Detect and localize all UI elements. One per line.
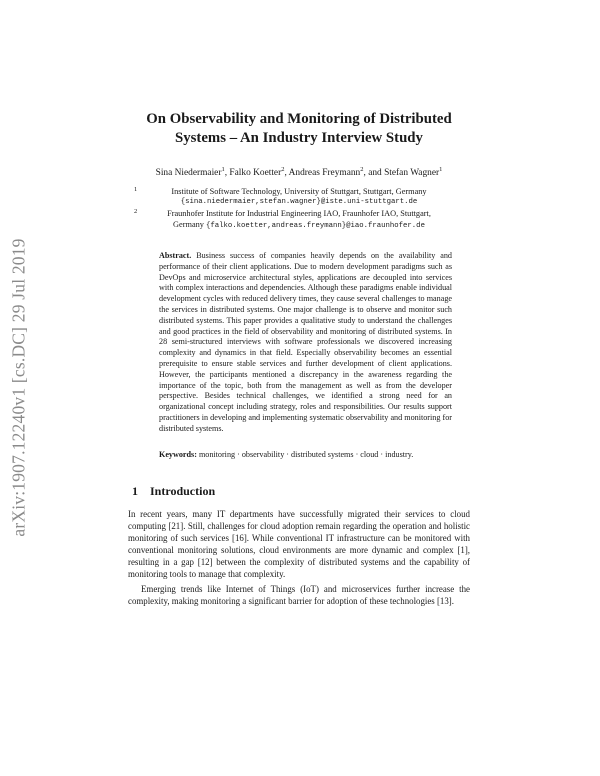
section-heading bbox=[132, 484, 470, 499]
section-body bbox=[128, 509, 470, 607]
author-separator: , bbox=[284, 168, 289, 178]
keywords bbox=[159, 450, 452, 461]
abstract-text: Business success of companies heavily depends on the availability and performance of their client applications. Due to modern development paradigms such as DevOps and microservice architectural styles, applications are decoupled into services with complex interactions and dependencies. Although these paradigms enable individual development cycles with reduced delivery times, they cause several challenges to manage the services in distributed systems. One major challenge is to observe and monitor such distributed systems. This paper provides a qualitative study to understand the challenges and good practices in the field of observability and monitoring of distributed systems. In 28 semi-structured interviews with software professionals we discovered increasing complexity and dynamics in that field. Especially observability becomes an essential prerequisite to ensure stable services and further development of client applications. However, the participants mentioned a discrepancy in the awareness regarding the importance of the topic, both from the management as well as from the developer perspective. Besides technical challenges, we identified a strong need for an organizational concept including strategy, roles and responsibilities. Our results support practitioners in developing and implementing systematic observability and monitoring for distributed systems. bbox=[159, 251, 452, 433]
arxiv-identifier-sidebar bbox=[4, 210, 34, 565]
section-number: 1 bbox=[132, 484, 138, 499]
keywords-text: monitoring · observability · distributed systems · cloud · industry. bbox=[198, 449, 414, 459]
affiliation-mark: 2 bbox=[134, 208, 138, 215]
section-title: Introduction bbox=[150, 484, 216, 499]
affiliation-2-country: Germany bbox=[173, 220, 206, 229]
keywords-label: Keywords: bbox=[159, 449, 197, 459]
affiliations bbox=[128, 186, 470, 232]
affiliation-mark: 1 bbox=[134, 186, 138, 193]
arxiv-identifier: arXiv:1907.12240v1 [cs.DC] 29 Jul 2019 bbox=[8, 238, 29, 537]
author-name: Stefan Wagner bbox=[384, 168, 440, 178]
author-name: Andreas Freymann bbox=[288, 168, 361, 178]
paper-title bbox=[128, 110, 470, 148]
affiliation-1 bbox=[128, 186, 470, 208]
author-name: Sina Niedermaier bbox=[155, 168, 222, 178]
author-list bbox=[128, 167, 470, 179]
paragraph: In recent years, many IT departments have successfully migrated their services to cloud computing [21]. Still, challenges for cloud adoption remain regarding the operation and holistic monitoring of such services [16]. While conventional IT infrastructure can be monitored with conventional monitoring solutions, cloud environments are more dynamic and complex [1], resulting in a gap [12] between the complexity of distributed systems and the capability of monitoring tools to manage that complexity. bbox=[128, 509, 470, 579]
author-affiliation-mark: 1 bbox=[439, 166, 443, 173]
author-affiliation-mark: 2 bbox=[360, 166, 364, 173]
affiliation-2-institution: Fraunhofer Institute for Industrial Engineering IAO, Fraunhofer IAO, Stuttgart, bbox=[167, 209, 431, 218]
author-affiliation-mark: 1 bbox=[221, 166, 225, 173]
affiliation-2 bbox=[128, 208, 470, 232]
title-line-1: On Observability and Monitoring of Distributed bbox=[146, 111, 452, 127]
affiliation-1-institution: Institute of Software Technology, University of Stuttgart, Stuttgart, Germany bbox=[171, 187, 427, 196]
author-separator: , and bbox=[363, 168, 385, 178]
paper-page bbox=[128, 0, 470, 608]
author-affiliation-mark: 2 bbox=[281, 166, 285, 173]
title-line-2: Systems – An Industry Interview Study bbox=[175, 130, 423, 146]
author-name: Falko Koetter bbox=[229, 168, 282, 178]
paragraph: Emerging trends like Internet of Things (IoT) and microservices further increase the complexity, making monitoring a significant barrier for adoption of these technologies [13]. bbox=[128, 583, 470, 606]
abstract-label: Abstract. bbox=[159, 251, 192, 260]
abstract bbox=[159, 251, 452, 435]
affiliation-1-email: {sina.niedermaier,stefan.wagner}@iste.uni-stuttgart.de bbox=[180, 198, 418, 206]
affiliation-2-email: {falko.koetter,andreas.freymann}@iao.fraunhofer.de bbox=[206, 222, 425, 230]
author-separator: , bbox=[224, 168, 230, 178]
